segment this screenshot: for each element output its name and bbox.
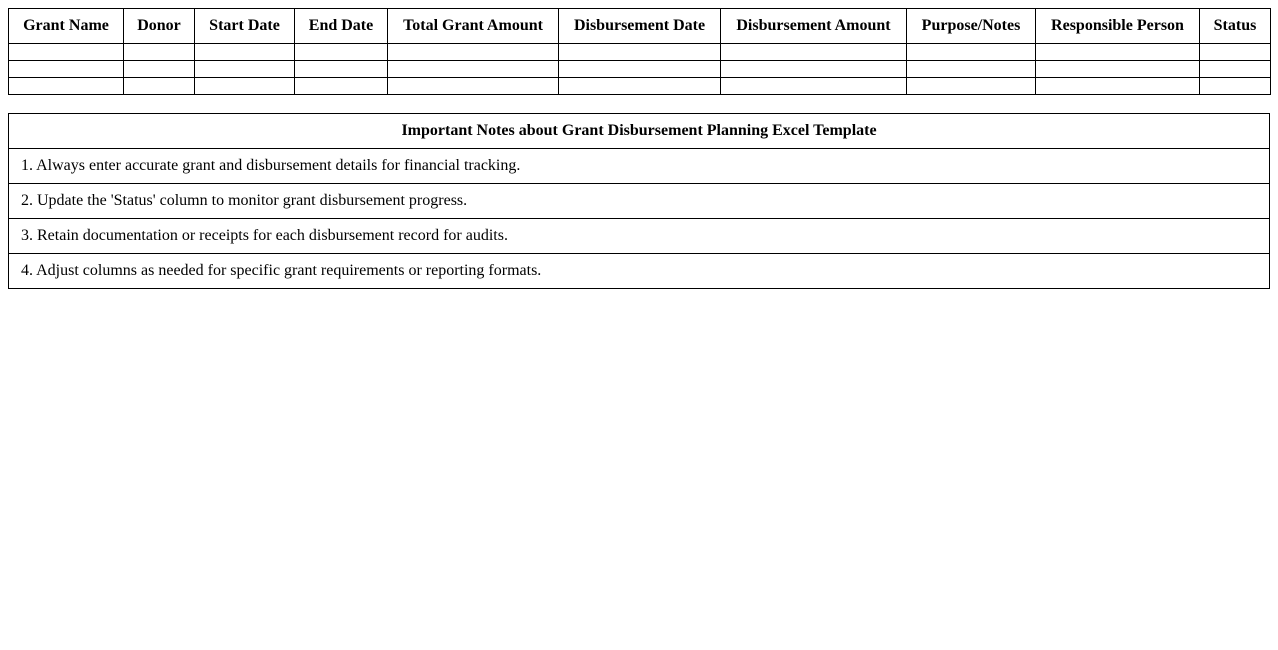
notes-title: Important Notes about Grant Disbursement Planning Excel Template	[9, 114, 1270, 149]
page-content	[8, 8, 1270, 289]
column-header-total-grant-amount[interactable]: Total Grant Amount	[388, 9, 559, 44]
table-cell[interactable]	[388, 44, 559, 61]
list-item	[9, 254, 1270, 289]
grant-disbursement-table	[8, 8, 1271, 95]
note-item: 4. Adjust columns as needed for specific grant requirements or reporting formats.	[9, 254, 1270, 289]
table-cell[interactable]	[721, 78, 907, 95]
table-cell[interactable]	[559, 78, 721, 95]
notes-header-row	[9, 114, 1270, 149]
column-header-disbursement-amount[interactable]: Disbursement Amount	[721, 9, 907, 44]
table-row	[9, 44, 1271, 61]
column-header-end-date[interactable]: End Date	[295, 9, 388, 44]
table-cell[interactable]	[907, 61, 1036, 78]
table-cell[interactable]	[907, 44, 1036, 61]
table-cell[interactable]	[295, 44, 388, 61]
table-cell[interactable]	[721, 61, 907, 78]
table-cell[interactable]	[1036, 44, 1200, 61]
table-cell[interactable]	[9, 78, 124, 95]
note-item: 3. Retain documentation or receipts for each disbursement record for audits.	[9, 219, 1270, 254]
table-cell[interactable]	[907, 78, 1036, 95]
table-cell[interactable]	[124, 61, 195, 78]
table-row	[9, 61, 1271, 78]
table-cell[interactable]	[1036, 78, 1200, 95]
list-item	[9, 184, 1270, 219]
note-item: 1. Always enter accurate grant and disbursement details for financial tracking.	[9, 149, 1270, 184]
table-cell[interactable]	[1200, 44, 1271, 61]
table-cell[interactable]	[195, 78, 295, 95]
table-cell[interactable]	[1200, 61, 1271, 78]
table-cell[interactable]	[295, 78, 388, 95]
important-notes-table	[8, 113, 1270, 289]
table-cell[interactable]	[388, 61, 559, 78]
note-item: 2. Update the 'Status' column to monitor grant disbursement progress.	[9, 184, 1270, 219]
table-cell[interactable]	[1200, 78, 1271, 95]
table-cell[interactable]	[559, 44, 721, 61]
table-cell[interactable]	[195, 61, 295, 78]
table-cell[interactable]	[559, 61, 721, 78]
table-cell[interactable]	[124, 78, 195, 95]
table-row	[9, 78, 1271, 95]
column-header-donor[interactable]: Donor	[124, 9, 195, 44]
column-header-purpose-notes[interactable]: Purpose/Notes	[907, 9, 1036, 44]
column-header-disbursement-date[interactable]: Disbursement Date	[559, 9, 721, 44]
list-item	[9, 219, 1270, 254]
table-cell[interactable]	[9, 44, 124, 61]
table-cell[interactable]	[1036, 61, 1200, 78]
table-cell[interactable]	[195, 44, 295, 61]
column-header-status[interactable]: Status	[1200, 9, 1271, 44]
table-cell[interactable]	[295, 61, 388, 78]
table-cell[interactable]	[9, 61, 124, 78]
column-header-start-date[interactable]: Start Date	[195, 9, 295, 44]
list-item	[9, 149, 1270, 184]
table-cell[interactable]	[124, 44, 195, 61]
column-header-grant-name[interactable]: Grant Name	[9, 9, 124, 44]
column-header-responsible-person[interactable]: Responsible Person	[1036, 9, 1200, 44]
table-header-row	[9, 9, 1271, 44]
table-cell[interactable]	[721, 44, 907, 61]
table-cell[interactable]	[388, 78, 559, 95]
